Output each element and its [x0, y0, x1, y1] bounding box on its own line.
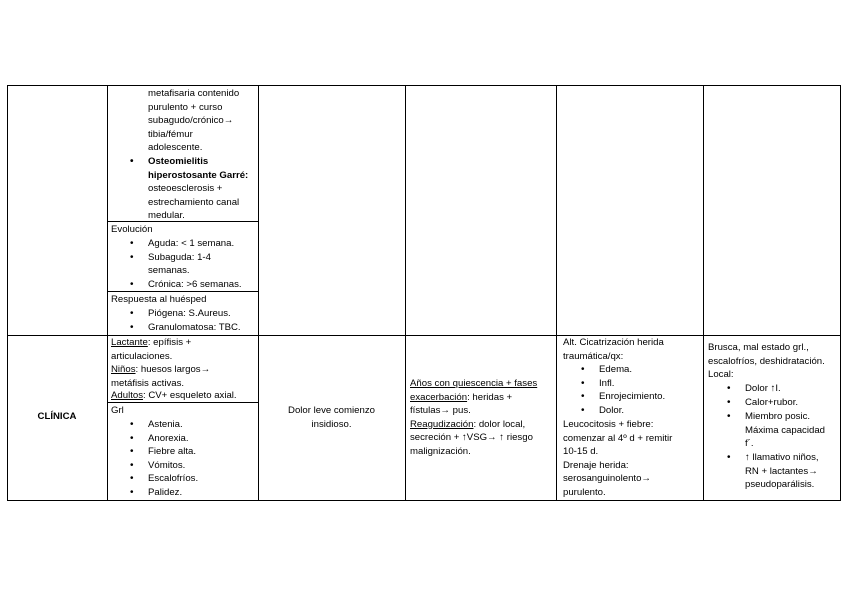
clinica-lactante-line	[111, 336, 191, 350]
garre-title-line: hiperostosante Garré:	[148, 169, 249, 181]
col5-item: • ↑ llamativo niños,	[745, 451, 819, 465]
col3-line: secreción + ↑VSG→ ↑ riesgo	[410, 432, 533, 444]
garre-text-line: medular.	[148, 210, 185, 222]
evolucion-item: • Crónica: >6 semanas.	[148, 278, 242, 292]
garre-bullet-title: • Osteomielitis	[148, 155, 208, 169]
col5-item-cont: f´.	[745, 438, 754, 450]
evolucion-item-cont: semanas.	[148, 265, 190, 277]
grl-item: • Astenia.	[148, 418, 183, 432]
clinica-adultos-line	[111, 389, 237, 403]
col5-line: Brusca, mal estado grl.,	[708, 342, 809, 353]
grl-item: • Anorexia.	[148, 432, 189, 446]
grl-heading: Grl	[111, 405, 124, 416]
col4-item: • Infl.	[599, 377, 614, 391]
lactante-term: Lactante	[111, 337, 148, 348]
cell-text-line: purulento + curso	[148, 101, 223, 113]
cell-text-line: subagudo/crónico→	[148, 115, 234, 127]
cell-text-line: tibia/fémur	[148, 128, 193, 140]
table-right-border	[840, 85, 841, 501]
col3-line	[410, 377, 537, 391]
col2-text-line: Dolor leve comienzo	[288, 405, 375, 416]
cell-text-line: metafisaria contenido	[148, 88, 240, 99]
col4-line: Leucocitosis + fiebre:	[563, 419, 654, 430]
clinica-ninos-line	[111, 363, 210, 377]
garre-text-line: osteoesclerosis +	[148, 183, 223, 195]
col4-line: purulento.	[563, 487, 606, 498]
table-top-border	[7, 85, 841, 86]
col5-item: • Dolor ↑I.	[745, 382, 781, 396]
grl-item: • Vómitos.	[148, 459, 185, 473]
document-table	[7, 85, 841, 501]
col5-item: • Calor+rubor.	[745, 396, 798, 410]
reagudizacion-desc: : dolor local,	[473, 418, 526, 430]
col4-line: serosanguinolento→	[563, 473, 652, 485]
exacerbacion-term: exacerbación	[410, 391, 468, 403]
cell-text-line: adolescente.	[148, 142, 203, 154]
lactante-desc: : epífisis +	[147, 337, 192, 348]
table-left-border	[7, 85, 8, 501]
grl-item: • Palidez.	[148, 486, 182, 500]
col5-line: Local:	[708, 369, 734, 381]
col4-line: Drenaje herida:	[563, 459, 629, 471]
col4-line: 10-15 d.	[563, 446, 599, 458]
clinica-text-line: metáfisis activas.	[111, 377, 185, 389]
evolucion-item: • Subaguda: 1-4	[148, 251, 211, 265]
ninos-desc: : huesos largos→	[135, 364, 211, 376]
col5-item-cont: Máxima capacidad	[745, 424, 825, 436]
col5-item-cont: pseudoparálisis.	[745, 479, 815, 491]
evolucion-item: • Aguda: < 1 semana.	[148, 237, 234, 251]
respuesta-item: • Piógena: S.Aureus.	[148, 307, 231, 321]
quiescencia-term: Años con quiescencia + fases	[410, 378, 538, 389]
col4-item: • Enrojecimiento.	[599, 390, 665, 404]
evolucion-heading: Evolución	[111, 224, 153, 235]
col3-line: fístulas→ pus.	[410, 405, 471, 417]
col3-line	[410, 418, 525, 432]
col4-line: traumática/qx:	[563, 350, 624, 362]
respuesta-item: • Granulomatosa: TBC.	[148, 321, 241, 335]
clinica-text-line: articulaciones.	[111, 350, 173, 362]
col3-line	[410, 391, 512, 405]
column-separator	[107, 85, 108, 501]
respuesta-heading: Respuesta al huésped	[111, 293, 207, 305]
grl-item: • Escalofríos.	[148, 472, 198, 486]
col4-item: • Edema.	[599, 363, 632, 377]
col4-line: comenzar al 4º d + remitir	[563, 432, 673, 444]
col4-item: • Dolor.	[599, 404, 624, 418]
col3-line: malignización.	[410, 446, 471, 457]
adultos-term: Adultos	[111, 390, 143, 401]
column-separator	[556, 85, 557, 501]
table-bottom-border	[7, 500, 841, 501]
column-separator	[258, 85, 259, 501]
col5-item: • Miembro posic.	[745, 410, 810, 424]
ninos-term: Niños	[111, 364, 136, 376]
exacerbacion-desc: : heridas +	[467, 391, 513, 403]
column-separator	[405, 85, 406, 501]
col2-text-line: insidioso.	[311, 418, 352, 430]
column-separator	[703, 85, 704, 501]
adultos-desc: : CV+ esqueleto axial.	[143, 390, 237, 401]
garre-text-line: estrechamiento canal	[148, 196, 240, 208]
reagudizacion-term: Reagudización	[410, 418, 474, 430]
col5-item-cont: RN + lactantes→	[745, 465, 818, 477]
col4-line: Alt. Cicatrización herida	[563, 337, 664, 348]
grl-item: • Fiebre alta.	[148, 445, 196, 459]
row-label-clinica: CLÍNICA	[37, 411, 77, 422]
col5-line: escalofríos, deshidratación.	[708, 355, 825, 367]
